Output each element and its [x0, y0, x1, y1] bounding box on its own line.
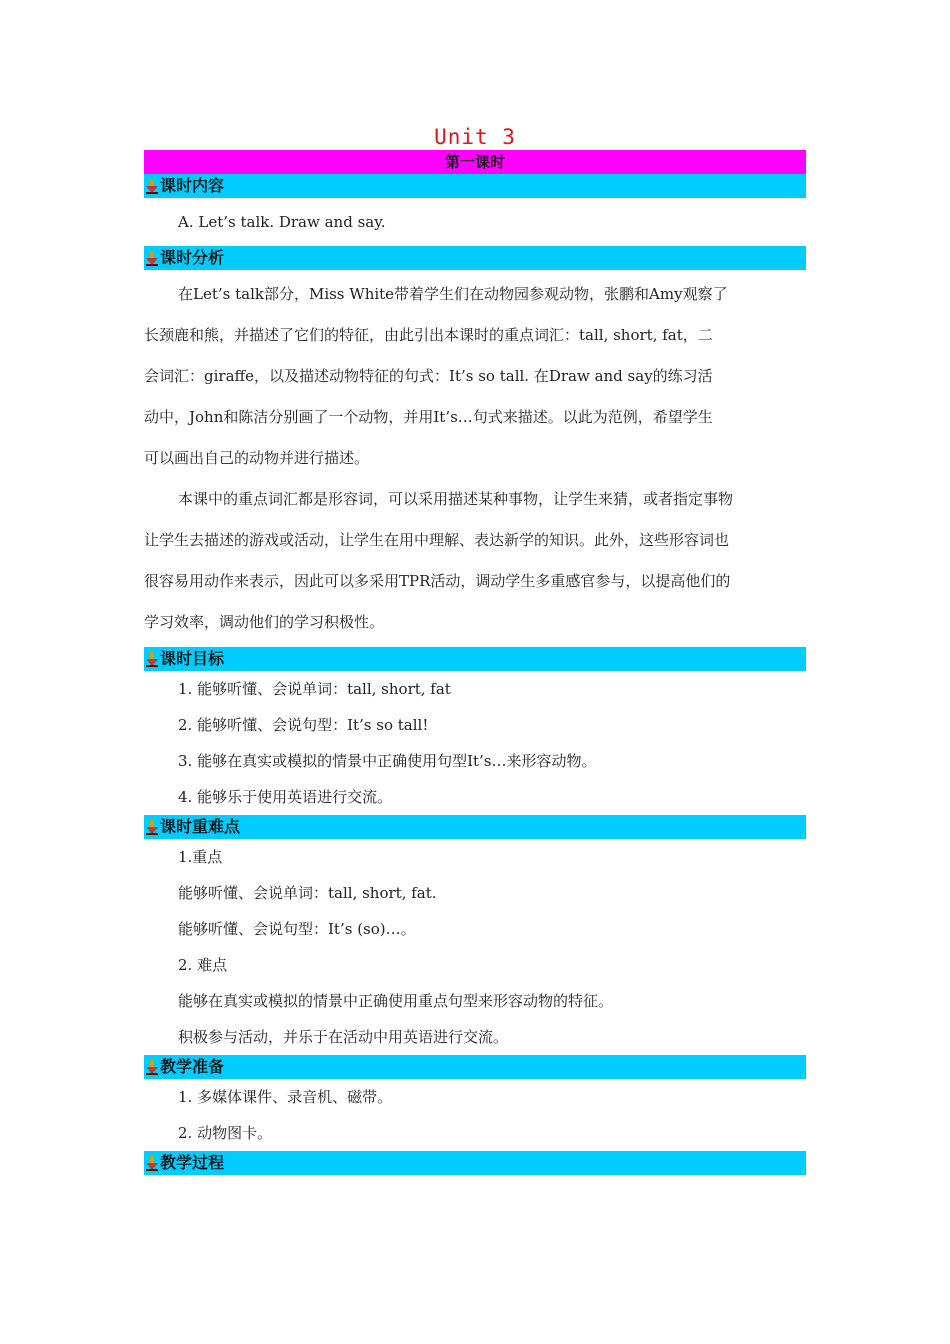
- goals-list: [144, 671, 806, 815]
- section-heading-preparation: [144, 1055, 806, 1079]
- key-point-line: 2. 难点: [178, 956, 228, 974]
- analysis-line: 会词汇：giraffe，以及描述动物特征的句式：It’s so tall. 在Draw and say的练习活: [144, 367, 713, 385]
- key-point-line: 积极参与活动，并乐于在活动中用英语进行交流。: [178, 1028, 509, 1046]
- key-points-body: [144, 839, 806, 1055]
- goal-item: 4. 能够乐于使用英语进行交流。: [178, 788, 393, 806]
- section-heading-process: [144, 1151, 806, 1175]
- document-page: [144, 124, 806, 1175]
- analysis-line: 长颈鹿和熊，并描述了它们的特征，由此引出本课时的重点词汇：tall, short, fat，二: [144, 326, 713, 344]
- section-heading-label: 课时重难点: [160, 817, 241, 836]
- analysis-line: 在Let’s talk部分，Miss White带着学生们在动物园参观动物，张鹏和Amy观察了: [178, 285, 728, 303]
- analysis-line: 学习效率，调动他们的学习积极性。: [144, 613, 385, 631]
- goal-item: 3. 能够在真实或模拟的情景中正确使用句型It’s…来形容动物。: [178, 752, 597, 770]
- down-arrow-icon: [145, 1155, 159, 1171]
- down-arrow-icon: [145, 250, 159, 266]
- section-heading-label: 教学准备: [160, 1057, 225, 1076]
- lesson-label: 第一课时: [144, 150, 806, 174]
- key-point-line: 能够在真实或模拟的情景中正确使用重点句型来形容动物的特征。: [178, 992, 614, 1010]
- analysis-line: 可以画出自己的动物并进行描述。: [144, 449, 370, 467]
- section-heading-goals: [144, 647, 806, 671]
- down-arrow-icon: [145, 819, 159, 835]
- section-heading-label: 课时分析: [160, 248, 225, 267]
- analysis-line: 本课中的重点词汇都是形容词，可以采用描述某种事物，让学生来猜，或者指定事物: [178, 490, 734, 508]
- analysis-line: 让学生去描述的游戏或活动，让学生在用中理解、表达新学的知识。此外，这些形容词也: [144, 531, 730, 549]
- down-arrow-icon: [145, 178, 159, 194]
- down-arrow-icon: [145, 651, 159, 667]
- section-heading-analysis: [144, 246, 806, 270]
- key-point-line: 能够听懂、会说句型：It’s (so)…。: [178, 920, 416, 938]
- preparation-item: 1. 多媒体课件、录音机、磁带。: [178, 1088, 393, 1106]
- goal-item: 1. 能够听懂、会说单词：tall, short, fat: [178, 680, 451, 698]
- section-heading-content: [144, 174, 806, 198]
- key-point-line: 能够听懂、会说单词：tall, short, fat.: [178, 884, 437, 902]
- section-heading-key-points: [144, 815, 806, 839]
- section-heading-label: 课时内容: [160, 176, 225, 195]
- section-heading-label: 课时目标: [160, 649, 225, 668]
- content-line: A. Let’s talk. Draw and say.: [178, 213, 386, 231]
- analysis-body: [144, 274, 806, 643]
- key-point-line: 1.重点: [178, 848, 223, 866]
- goal-item: 2. 能够听懂、会说句型：It’s so tall!: [178, 716, 429, 734]
- unit-title: Unit 3: [434, 125, 516, 149]
- analysis-line: 动中，John和陈洁分别画了一个动物，并用It’s…句式来描述。以此为范例，希望学生: [144, 408, 713, 426]
- analysis-line: 很容易用动作来表示，因此可以多采用TPR活动，调动学生多重感官参与，以提高他们的: [144, 572, 731, 590]
- down-arrow-icon: [145, 1059, 159, 1075]
- section-heading-label: 教学过程: [160, 1153, 225, 1172]
- preparation-item: 2. 动物图卡。: [178, 1124, 273, 1142]
- preparation-list: [144, 1079, 806, 1151]
